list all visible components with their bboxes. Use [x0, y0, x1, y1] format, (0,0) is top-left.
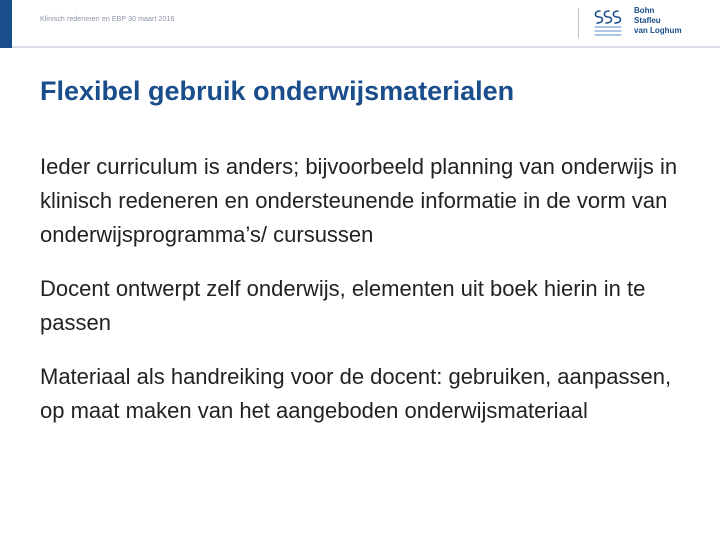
slide-body — [40, 150, 690, 448]
header-accent-bar — [0, 0, 12, 48]
logo-separator — [578, 8, 579, 38]
body-paragraph: Materiaal als handreiking voor de docent: gebruiken, aanpassen, op maat maken van het aangeboden onderwijsmateriaal — [40, 364, 672, 423]
logo-line: van Loghum — [634, 26, 682, 35]
body-paragraph: Docent ontwerpt zelf onderwijs, elementen uit boek hierin in te passen — [40, 276, 646, 335]
slide-title: Flexibel gebruik onderwijsmaterialen — [40, 76, 515, 106]
body-paragraph: Ieder curriculum is anders; bijvoorbeeld planning van onderwijs in klinisch redeneren en ondersteunende informatie in de vorm van onderwijsprogramma’s/ cursussen — [40, 154, 678, 247]
running-title: Klinisch redeneren en EBP 30 maart 2016 — [40, 16, 175, 23]
logo-line: Bohn — [634, 6, 655, 15]
logo-line: Stafleu — [634, 16, 661, 25]
publisher-logo-text — [634, 6, 682, 36]
header-divider — [12, 46, 720, 48]
sss-logo-icon — [592, 8, 624, 38]
